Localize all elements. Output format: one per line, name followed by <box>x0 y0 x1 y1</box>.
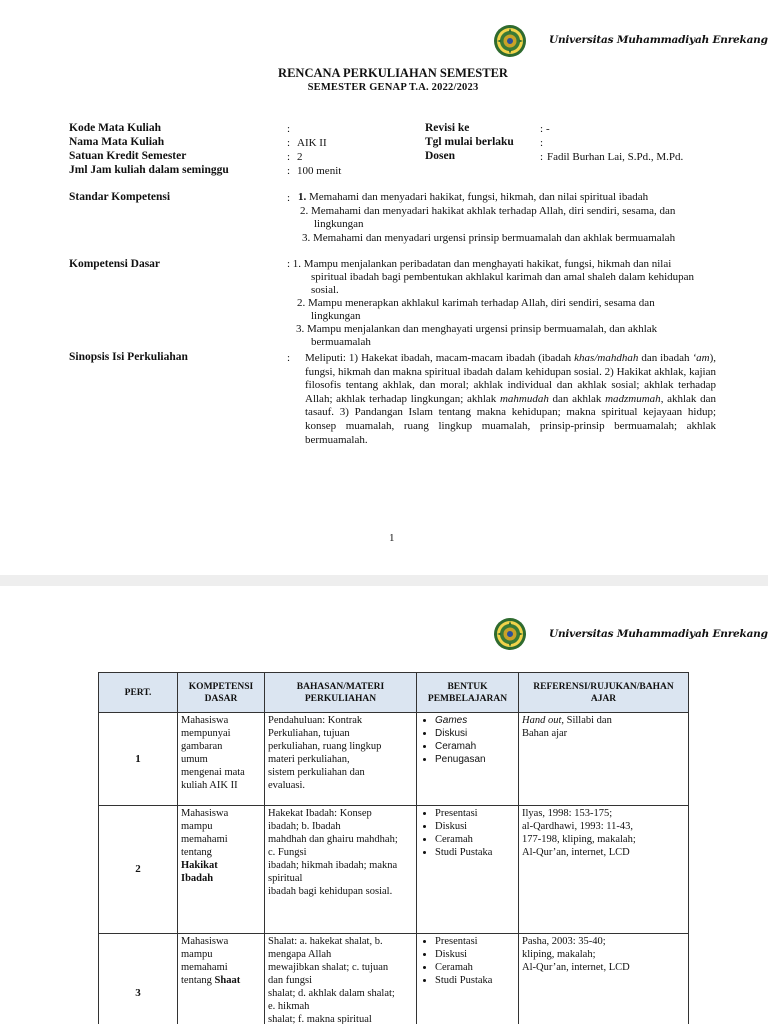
list-item: • Penugasan <box>435 753 515 766</box>
sinopsis-label: Sinopsis Isi Perkuliahan <box>69 351 188 363</box>
university-name: Universitas Muhammadiyah Enrekang <box>549 34 768 46</box>
kode-colon: : <box>287 123 291 135</box>
kompetensi-cell: Mahasiswa mampu memahami tentang Shaat <box>178 934 265 1024</box>
standar-label: Standar Kompetensi <box>69 191 171 203</box>
sks-value: 2 <box>297 151 303 163</box>
kompetensi-cell: Mahasiswa mempunyai gambaran umum mengenai mata kuliah AIK II <box>178 713 265 806</box>
materi-cell: Pendahuluan: Kontrak Perkuliahan, tujuan perkuliahan, ruang lingkup materi perkuliahan, sistem perkuliahan dan evaluasi. <box>265 713 417 806</box>
header-referensi: REFERENSI/RUJUKAN/BAHAN AJAR <box>519 673 689 713</box>
table-row <box>99 934 689 1024</box>
list-item: • Diskusi <box>435 948 515 961</box>
bentuk-list <box>420 714 515 766</box>
pert-cell: 2 <box>99 806 178 934</box>
university-name-page-2: Universitas Muhammadiyah Enrekang <box>549 628 768 640</box>
list-item: • Diskusi <box>435 727 515 740</box>
dosen-label: Dosen <box>425 150 456 162</box>
nama-label: Nama Mata Kuliah <box>69 136 165 148</box>
list-item: • Ceramah <box>435 833 515 846</box>
university-logo-icon <box>493 24 527 58</box>
page-2 <box>0 586 768 1024</box>
kompetensi-cell: Mahasiswa mampu memahami tentang Hakikat Ibadah <box>178 806 265 934</box>
list-item: • Ceramah <box>435 961 515 974</box>
revisi-colon: : <box>540 123 544 135</box>
kompetensi-line-2: spiritual ibadah bagi pembentukan akhlakul karimah dan amal shaleh dalam kehidupan <box>311 271 695 283</box>
kompetensi-line-5: lingkungan <box>311 310 361 322</box>
nama-colon: : <box>287 137 291 149</box>
bentuk-cell <box>417 713 519 806</box>
kompetensi-label: Kompetensi Dasar <box>69 258 161 270</box>
page-number: 1 <box>389 532 395 544</box>
standar-line-3: lingkungan <box>314 218 364 230</box>
sks-colon: : <box>287 151 291 163</box>
tgl-label: Tgl mulai berlaku <box>425 136 514 148</box>
sinopsis-text: Meliputi: 1) Hakekat ibadah, macam-macam ibadah (ibadah khas/mahdhah dan ibadah ‘am), fungsi, hikmah dan makna spiritual ibadah dalam kehidupan sosial. 2) Hakikat akhlak, kajian filosofis tentang akhlak, dan moral; akhlak individual dan akhlak sosial; akhlak terhadap Allah; akhlak terhadap lingkungan; akhlak mahmudah dan akhlak madzmumah, akhlak dan tasauf. 3) Pandangan Islam tentang makna kehidupan; makna spiritual kejayaan hidup; konsep muamalah, ruang lingkup muamalah, prinsip-prinsip bermuamalah; akhlak bermuamalah. <box>305 352 717 446</box>
referensi-cell: Pasha, 2003: 35-40; kliping, makalah; Al-Qur’an, internet, LCD <box>519 934 689 1024</box>
list-item: • Studi Pustaka <box>435 846 515 859</box>
tgl-colon: : <box>540 137 544 149</box>
rps-table <box>98 672 689 1024</box>
referensi-cell: Hand out, Sillabi dan Bahan ajar <box>519 713 689 806</box>
standar-line-4: 3. Memahami dan menyadari urgensi prinsip bermuamalah dan akhlak bermuamalah <box>302 232 676 244</box>
header-pert: PERT. <box>99 673 178 713</box>
list-item: • Presentasi <box>435 935 515 948</box>
kode-label: Kode Mata Kuliah <box>69 122 162 134</box>
pert-cell: 3 <box>99 934 178 1024</box>
jam-label: Jml Jam kuliah dalam seminggu <box>69 164 229 176</box>
sinopsis-colon: : <box>287 352 291 364</box>
jam-value: 100 menit <box>297 165 342 177</box>
table-header-row <box>99 673 689 713</box>
bentuk-cell <box>417 806 519 934</box>
nama-value: AIK II <box>297 137 327 149</box>
pert-cell: 1 <box>99 713 178 806</box>
kompetensi-line-6: 3. Mampu menjalankan dan menghayati urgensi prinsip bermuamalah, dan akhlak <box>296 323 658 335</box>
jam-colon: : <box>287 165 291 177</box>
standar-first-number: 1. <box>298 191 307 203</box>
revisi-label: Revisi ke <box>425 122 470 134</box>
kompetensi-line-7: bermuamalah <box>311 336 371 348</box>
header-materi: BAHASAN/MATERI PERKULIAHAN <box>265 673 417 713</box>
dosen-value: Fadil Burhan Lai, S.Pd., M.Pd. <box>547 151 684 163</box>
header-bentuk: BENTUK PEMBELAJARAN <box>417 673 519 713</box>
document-title: RENCANA PERKULIAHAN SEMESTER <box>278 66 508 80</box>
kompetensi-line-1: : 1. Mampu menjalankan peribadatan dan menghayati hakikat, fungsi, hikmah dan nilai <box>287 258 672 270</box>
revisi-value: - <box>546 123 550 135</box>
list-item: • Ceramah <box>435 740 515 753</box>
university-logo-icon <box>493 617 527 651</box>
bentuk-list <box>420 935 515 987</box>
dosen-colon: : <box>540 151 544 163</box>
bentuk-list <box>420 807 515 859</box>
table-row <box>99 713 689 806</box>
kompetensi-line-4: 2. Mampu menerapkan akhlakul karimah terhadap Allah, diri sendiri, sesama dan <box>297 297 655 309</box>
standar-line-2: 2. Memahami dan menyadari hakikat akhlak terhadap Allah, diri sendiri, sesama, dan <box>300 205 676 217</box>
kompetensi-line-3: sosial. <box>311 284 339 296</box>
list-item: • Games <box>435 714 515 727</box>
standar-line-1: Memahami dan menyadari hakikat, fungsi, hikmah, dan nilai spiritual ibadah <box>309 191 649 203</box>
materi-cell: Shalat: a. hakekat shalat, b. mengapa Allah mewajibkan shalat; c. tujuan dan fungsi shalat; d. akhlak dalam shalat; e. hikmah shalat; f. makna spiritual <box>265 934 417 1024</box>
list-item: • Diskusi <box>435 820 515 833</box>
standar-colon: : <box>287 192 291 204</box>
list-item: • Studi Pustaka <box>435 974 515 987</box>
materi-cell: Hakekat Ibadah: Konsep ibadah; b. Ibadah mahdhah dan ghairu mahdhah; c. Fungsi ibadah; hikmah ibadah; makna spiritual ibadah bagi kehidupan sosial. <box>265 806 417 934</box>
sks-label: Satuan Kredit Semester <box>69 150 187 162</box>
header-kompetensi: KOMPETENSI DASAR <box>178 673 265 713</box>
document-subtitle: SEMESTER GENAP T.A. 2022/2023 <box>307 82 479 93</box>
list-item: • Presentasi <box>435 807 515 820</box>
referensi-cell: Ilyas, 1998: 153-175; al-Qardhawi, 1993: 11-43, 177-198, kliping, makalah; Al-Qur’an, internet, LCD <box>519 806 689 934</box>
table-row <box>99 806 689 934</box>
bentuk-cell <box>417 934 519 1024</box>
